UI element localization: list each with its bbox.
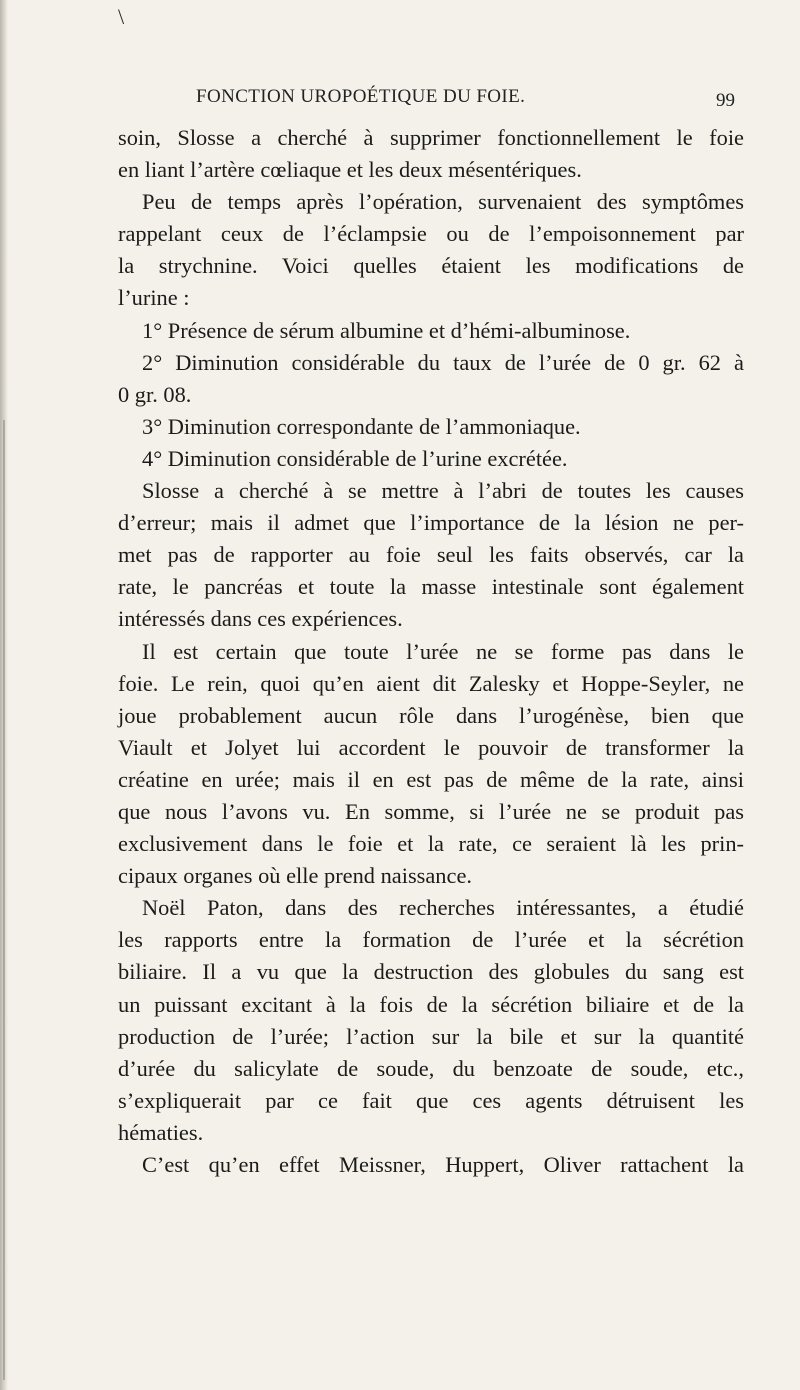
text-line: un puissant excitant à la fois de la sécrétion biliaire et de la [118,991,744,1017]
text-line: biliaire. Il a vu que la destruction des globules du sang est [118,959,744,985]
text-line: d’urée du salicylate de soude, du benzoate de soude, etc., [118,1055,744,1081]
text-line: 1° Présence de sérum albumine et d’hémi-albuminose. [142,317,631,343]
text-line: l’urine : [118,285,190,311]
text-line: production de l’urée; l’action sur la bile et sur la quantité [118,1023,744,1049]
text-line: exclusivement dans le foie et la rate, ce seraient là les prin- [118,831,744,857]
running-head-title: FONCTION UROPOÉTIQUE DU FOIE. [196,86,526,107]
text-line: C’est qu’en effet Meissner, Huppert, Oliver rattachent la [142,1152,744,1177]
text-line: les rapports entre la formation de l’urée et la sécrétion [118,927,744,953]
text-line: en liant l’artère cœliaque et les deux mésentériques. [118,157,582,183]
text-line: 2° Diminution considérable du taux de l’urée de 0 gr. 62 à [142,349,744,375]
text-line: 3° Diminution correspondante de l’ammoniaque. [142,413,581,439]
body-text [118,122,744,1181]
text-line: s’expliquerait par ce fait que ces agents détruisent les [118,1087,744,1113]
binding-edge-line [3,420,5,1380]
text-line: Il est certain que toute l’urée ne se forme pas dans le [142,638,744,664]
text-line: que nous l’avons vu. En somme, si l’urée ne se produit pas [118,798,744,824]
text-line: créatine en urée; mais il en est pas de même de la rate, ainsi [118,766,744,792]
page-number: 99 [716,90,735,111]
text-line: cipaux organes où elle prend naissance. [118,863,472,889]
text-line: 4° Diminution considérable de l’urine excrétée. [142,445,568,471]
text-line: Viault et Jolyet lui accordent le pouvoir de transformer la [118,734,744,760]
text-line: rate, le pancréas et toute la masse intestinale sont également [118,574,744,600]
corner-mark: \ [118,4,125,29]
text-line: la strychnine. Voici quelles étaient les modifications de [118,253,744,279]
text-line: foie. Le rein, quoi qu’en aient dit Zalesky et Hoppe-Seyler, ne [118,670,744,696]
text-line: d’erreur; mais il admet que l’importance de la lésion ne per- [118,510,744,536]
text-line: soin, Slosse a cherché à supprimer fonctionnellement le foie [118,125,744,150]
text-line: met pas de rapporter au foie seul les faits observés, car la [118,542,744,568]
text-line: intéressés dans ces expériences. [118,606,403,632]
text-line: hématies. [118,1119,204,1145]
text-line: 0 gr. 08. [118,381,192,407]
text-line: joue probablement aucun rôle dans l’urogénèse, bien que [118,702,744,728]
text-line: Noël Paton, dans des recherches intéressantes, a étudié [142,895,744,921]
text-line: Slosse a cherché à se mettre à l’abri de toutes les causes [142,478,744,504]
text-line: Peu de temps après l’opération, survenaient des symptômes [142,189,744,215]
text-line: rappelant ceux de l’éclampsie ou de l’empoisonnement par [118,221,744,247]
